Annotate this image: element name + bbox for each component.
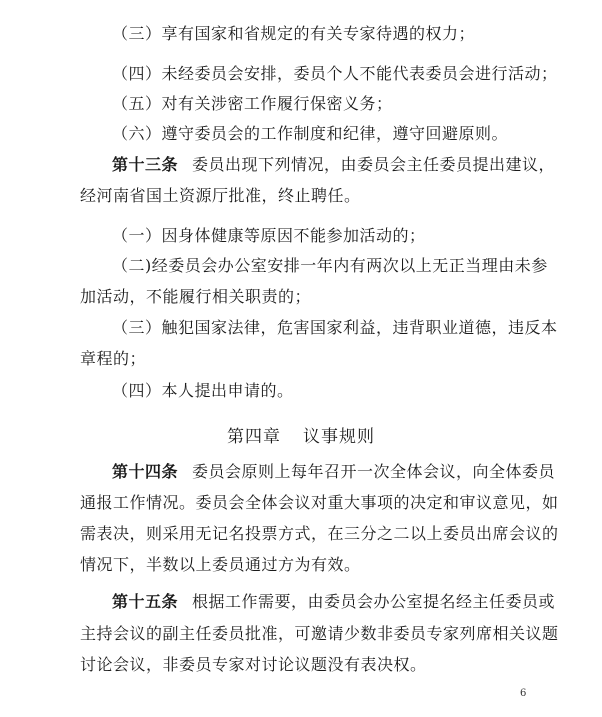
text-line: 根据工作需要，由委员会办公室提名经主任委员或 (192, 592, 556, 611)
text-line: （四）本人提出申请的。 (112, 381, 294, 400)
text-line: （六）遵守委员会的工作制度和纪律，遵守回避原则。 (112, 124, 509, 143)
text-line: 情况下，半数以上委员通过方为有效。 (80, 555, 361, 574)
chapter-title: 议事规则 (303, 427, 375, 447)
page-number: 6 (520, 688, 527, 699)
text-line: （三）触犯国家法律，危害国家利益，违背职业道德，违反本 (112, 318, 558, 337)
text-line: 通报工作情况。委员会全体会议对重大事项的决定和审议意见，如 (80, 493, 559, 512)
text-line: 章程的； (80, 349, 147, 368)
chapter-number: 第四章 (227, 427, 281, 447)
text-line: 加活动，不能履行相关职责的； (80, 287, 312, 306)
text-line: （一）因身体健康等原因不能参加活动的； (112, 226, 426, 245)
article-13-first-line (0, 155, 602, 175)
article-13-label: 第十三条 (112, 155, 179, 174)
text-line: 经河南省国土资源厅批准，终止聘任。 (80, 186, 361, 205)
text-line: （二)经委员会办公室安排一年内有两次以上无正当理由未参 (112, 256, 548, 275)
text-line: （三）享有国家和省规定的有关专家待遇的权力； (112, 24, 476, 43)
text-line: （五）对有关涉密工作履行保密义务； (112, 94, 393, 113)
article-14-label: 第十四条 (112, 462, 179, 481)
text-line: 讨论会议，非委员专家对讨论议题没有表决权。 (80, 655, 427, 674)
article-15-first-line (0, 592, 602, 612)
chapter-heading (0, 426, 602, 448)
text-line: 委员出现下列情况，由委员会主任委员提出建议， (192, 155, 556, 174)
text-line: 需表决，则采用无记名投票方式，在三分之二以上委员出席会议的 (80, 524, 559, 543)
text-line: 主持会议的副主任委员批准，可邀请少数非委员专家列席相关议题 (80, 624, 559, 643)
article-14-first-line (0, 462, 602, 482)
article-15-label: 第十五条 (112, 592, 179, 611)
text-line: （四）未经委员会安排，委员个人不能代表委员会进行活动； (112, 64, 558, 83)
text-line: 委员会原则上每年召开一次全体会议，向全体委员 (192, 462, 556, 481)
